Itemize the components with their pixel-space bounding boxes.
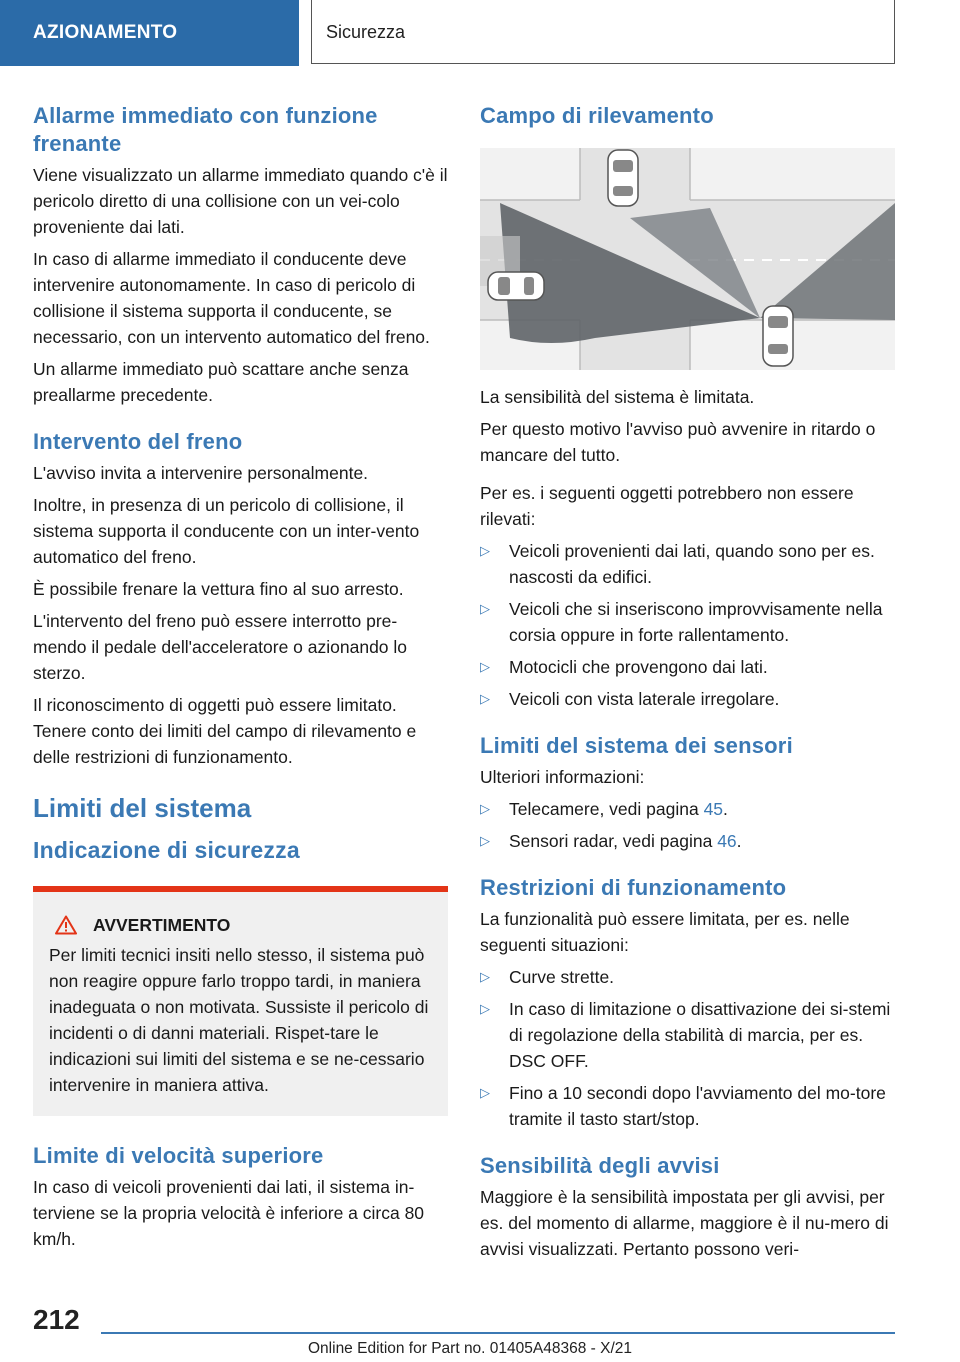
footer-divider <box>101 1332 895 1334</box>
list-item: ▷ In caso di limitazione o disattivazione dei si-stemi di regolazione della stabilità di marcia, per es. DSC OFF. <box>480 996 895 1074</box>
list-item: ▷ Telecamere, vedi pagina 45. <box>480 796 895 822</box>
heading-brake-intervention: Intervento del freno <box>33 429 243 454</box>
page-link[interactable]: 45 <box>703 799 724 819</box>
page-link[interactable]: 46 <box>717 831 737 851</box>
right-column <box>480 102 895 1268</box>
paragraph: In caso di veicoli provenienti dai lati, il sistema in-terviene se la propria velocità è inferiore a circa 80 km/h. <box>33 1177 425 1249</box>
bullet-triangle-icon: ▷ <box>480 601 490 616</box>
warning-text: Per limiti tecnici insiti nello stesso, il sistema può non reagire oppure farlo troppo tardi, in maniera inadeguata o non motivata. Sussiste il pericolo di incidenti o di danni materiali. Rispet-tare le indicazioni sui limiti del sistema e se ne-cessario intervenire in maniera attiva. <box>49 945 429 1095</box>
paragraph: Inoltre, in presenza di un pericolo di collisione, il sistema supporta il conducente con un inter-vento automatico del freno. <box>33 495 420 567</box>
chapter-label: Sicurezza <box>326 22 406 42</box>
paragraph: L'intervento del freno può essere interrotto pre-mendo il pedale dell'acceleratore o azionando lo sterzo. <box>33 611 408 683</box>
paragraph: In caso di allarme immediato il conducente deve intervenire autonomamente. In caso di pericolo di collisione il sistema supporta il conducente, se necessario, con un intervento automatico del freno. <box>33 249 430 347</box>
bullet-triangle-icon: ▷ <box>480 969 490 984</box>
bullet-triangle-icon: ▷ <box>480 833 490 848</box>
list-item: ▷ Veicoli con vista laterale irregolare. <box>480 686 895 712</box>
restrictions-list <box>480 964 895 1132</box>
paragraph: Un allarme immediato può scattare anche senza preallarme precedente. <box>33 359 409 405</box>
heading-sensor-limits: Limiti del sistema dei sensori <box>480 733 793 758</box>
paragraph: L'avviso invita a intervenire personalmente. <box>33 463 369 483</box>
list-item: ▷ Motocicli che provengono dai lati. <box>480 654 895 680</box>
bullet-triangle-icon: ▷ <box>480 659 490 674</box>
bullet-triangle-icon: ▷ <box>480 1085 490 1100</box>
detection-range-diagram <box>480 148 895 370</box>
heading-safety-note: Indicazione di sicurezza <box>33 837 300 863</box>
warning-triangle-icon <box>55 915 77 935</box>
list-item: ▷ Curve strette. <box>480 964 895 990</box>
heading-detection-range: Campo di rilevamento <box>480 103 714 128</box>
list-item: ▷ Veicoli provenienti dai lati, quando sono per es. nascosti da edifici. <box>480 538 895 590</box>
section-tab: AZIONAMENTO <box>0 0 299 66</box>
heading-function-restrictions: Restrizioni di funzionamento <box>480 875 787 900</box>
bullet-triangle-icon: ▷ <box>480 801 490 816</box>
heading-immediate-alarm: Allarme immediato con funzione frenante <box>33 103 378 156</box>
paragraph: Per es. i seguenti oggetti potrebbero non essere rilevati: <box>480 483 854 529</box>
list-item: ▷ Sensori radar, vedi pagina 46. <box>480 828 895 854</box>
list-item: ▷ Veicoli che si inseriscono improvvisamente nella corsia oppure in forte rallentamento. <box>480 596 895 648</box>
paragraph: La funzionalità può essere limitata, per es. nelle seguenti situazioni: <box>480 909 850 955</box>
footer-text: Online Edition for Part no. 01405A48368 - X/21 <box>308 1340 632 1357</box>
warning-title <box>49 912 432 938</box>
heading-system-limits: Limiti del sistema <box>33 793 252 823</box>
paragraph: È possibile frenare la vettura fino al suo arresto. <box>33 579 404 599</box>
further-info-list <box>480 796 895 854</box>
heading-speed-limit: Limite di velocità superiore <box>33 1143 324 1168</box>
undetected-objects-list <box>480 538 895 712</box>
warning-box <box>33 886 448 1116</box>
bullet-triangle-icon: ▷ <box>480 543 490 558</box>
heading-warning-sensitivity: Sensibilità degli avvisi <box>480 1153 720 1178</box>
left-column <box>33 102 448 1258</box>
paragraph: Viene visualizzato un allarme immediato quando c'è il pericolo diretto di una collisione con un vei-colo proveniente dai lati. <box>33 165 448 237</box>
list-item: ▷ Fino a 10 secondi dopo l'avviamento del mo-tore tramite il tasto start/stop. <box>480 1080 895 1132</box>
paragraph: Maggiore è la sensibilità impostata per gli avvisi, per es. del momento di allarme, maggiore è il nu-mero di avvisi visualizzati. Pertanto possono veri- <box>480 1187 889 1259</box>
bullet-triangle-icon: ▷ <box>480 1001 490 1016</box>
paragraph: La sensibilità del sistema è limitata. <box>480 387 755 407</box>
detection-diagram-svg <box>480 148 895 370</box>
page-number: 212 <box>33 1304 80 1335</box>
paragraph: Ulteriori informazioni: <box>480 767 645 787</box>
warning-label: AVVERTIMENTO <box>93 915 231 935</box>
page-header <box>0 0 960 66</box>
chapter-title <box>311 0 895 64</box>
paragraph: Per questo motivo l'avviso può avvenire in ritardo o mancare del tutto. <box>480 419 876 465</box>
bullet-triangle-icon: ▷ <box>480 691 490 706</box>
paragraph: Il riconoscimento di oggetti può essere limitato. Tenere conto dei limiti del campo di rilevamento e delle restrizioni di funzionamento. <box>33 695 417 767</box>
